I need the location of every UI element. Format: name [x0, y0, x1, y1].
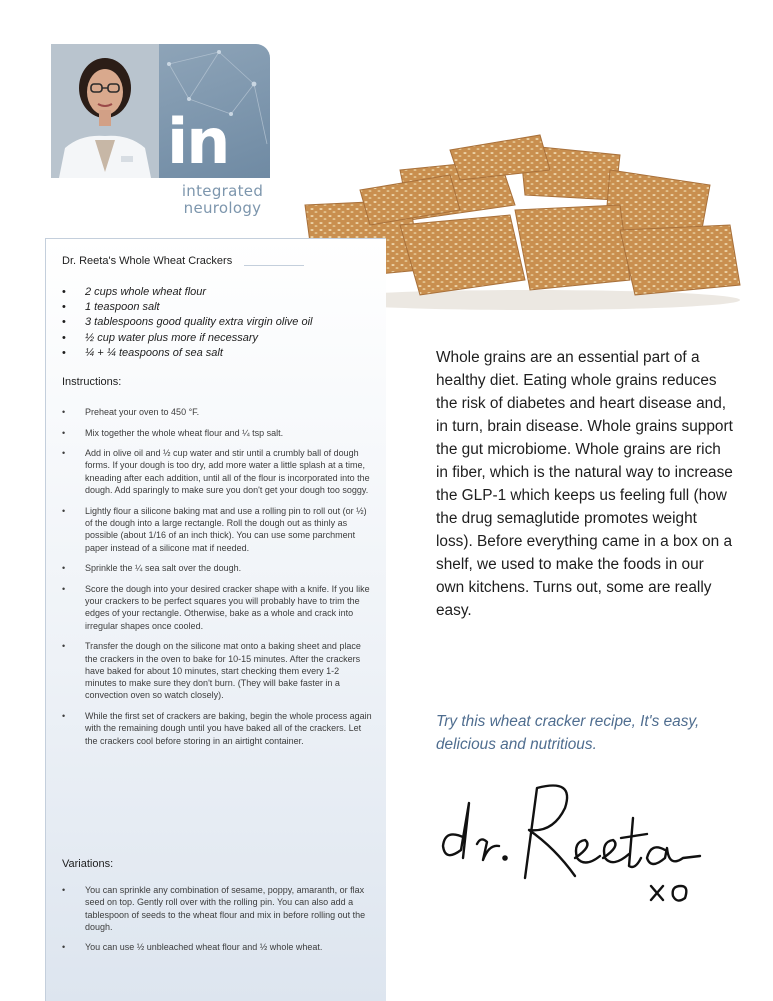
ingredient-item: • ½ cup water plus more if necessary: [62, 331, 382, 346]
ingredient-item: • 3 tablespoons good quality extra virgin olive oil: [62, 315, 382, 330]
instruction-step: • Score the dough into your desired cracker shape with a knife. If you like your crackers to be perfect squares you will probably have to trim the edges of your rectangle. Otherwise, bake as a whole and crack into irregular shapes once cooled.: [62, 583, 372, 632]
article-tagline: Try this wheat cracker recipe, It's easy, delicious and nutritious.: [436, 713, 700, 753]
logo-word-integrated: integrated: [181, 182, 264, 200]
ingredient-item: • ¼ + ¼ teaspoons of sea salt: [62, 346, 382, 361]
instruction-step: • Lightly flour a silicone baking mat and use a rolling pin to roll out (or ½) of the dough into a large rectangle. Roll the dough out as thinly as possible (about 1/16 of an inch thick). You can use some parchment paper instead of a silicone mat if needed.: [62, 505, 372, 554]
instruction-step: • Preheat your oven to 450 °F.: [62, 406, 372, 418]
instructions-list: [62, 406, 372, 755]
instruction-step: • Sprinkle the ¼ sea salt over the dough.: [62, 562, 372, 574]
ingredients-list: [62, 285, 382, 361]
article-body: Whole grains are an essential part of a healthy diet. Eating whole grains reduces the risk of diabetes and heart disease and, in turn, brain disease. Whole grains support the gut microbiome. Whole grains are rich in fiber, which is the natural way to increase the GLP-1 which keeps us feeling full (how the drug semaglutide promotes weight loss). Before everything came in a box on a shelf, we used to make the foods in our own kitchens. Turns out, some are really easy.: [436, 349, 733, 619]
variations-heading: Variations:: [62, 858, 114, 870]
variation-item: • You can use ½ unbleached wheat flour and ½ whole wheat.: [62, 941, 372, 953]
ingredient-item: • 2 cups whole wheat flour: [62, 285, 382, 300]
doctor-photo: [51, 44, 159, 178]
panel-title-rule: [244, 265, 304, 266]
ingredient-item: • 1 teaspoon salt: [62, 300, 382, 315]
variations-list: [62, 884, 372, 962]
variation-item: • You can sprinkle any combination of sesame, poppy, amaranth, or flax seed on top. Gently roll over with the rolling pin. You can also add a tablespoon of seeds to the wheat flour and mix in before rolling out the dough.: [62, 884, 372, 933]
instruction-step: • Transfer the dough on the silicone mat onto a baking sheet and place the crackers in the oven to bake for 10-15 minutes. After the crackers have baked for about 10 minutes, start checking them every 1-2 minutes to make sure they don't burn. (They will bake faster in a convection oven so watch closely).: [62, 640, 372, 701]
logo-word-neurology: neurology: [183, 199, 262, 217]
logo-mark: in: [167, 105, 229, 178]
recipe-title: Dr. Reeta's Whole Wheat Crackers: [62, 255, 233, 267]
instruction-step: • Mix together the whole wheat flour and ¼ tsp salt.: [62, 427, 372, 439]
signature-image: [425, 758, 715, 923]
instruction-step: • While the first set of crackers are baking, begin the whole process again with the remaining dough until you have baked all of the crackers. Let the crackers cool before storing in an airtight container.: [62, 710, 372, 747]
logo-panel: [159, 44, 270, 178]
instruction-step: • Add in olive oil and ½ cup water and stir until a crumbly ball of dough forms. If your dough is too dry, add more water a little splash at a time, kneading after each addition, until all of the flour is incorporated into the dough. Add sparingly to make sure you don't get your dough too soggy.: [62, 447, 372, 496]
instructions-heading: Instructions:: [62, 376, 122, 388]
logo-wordmark: [170, 183, 275, 217]
